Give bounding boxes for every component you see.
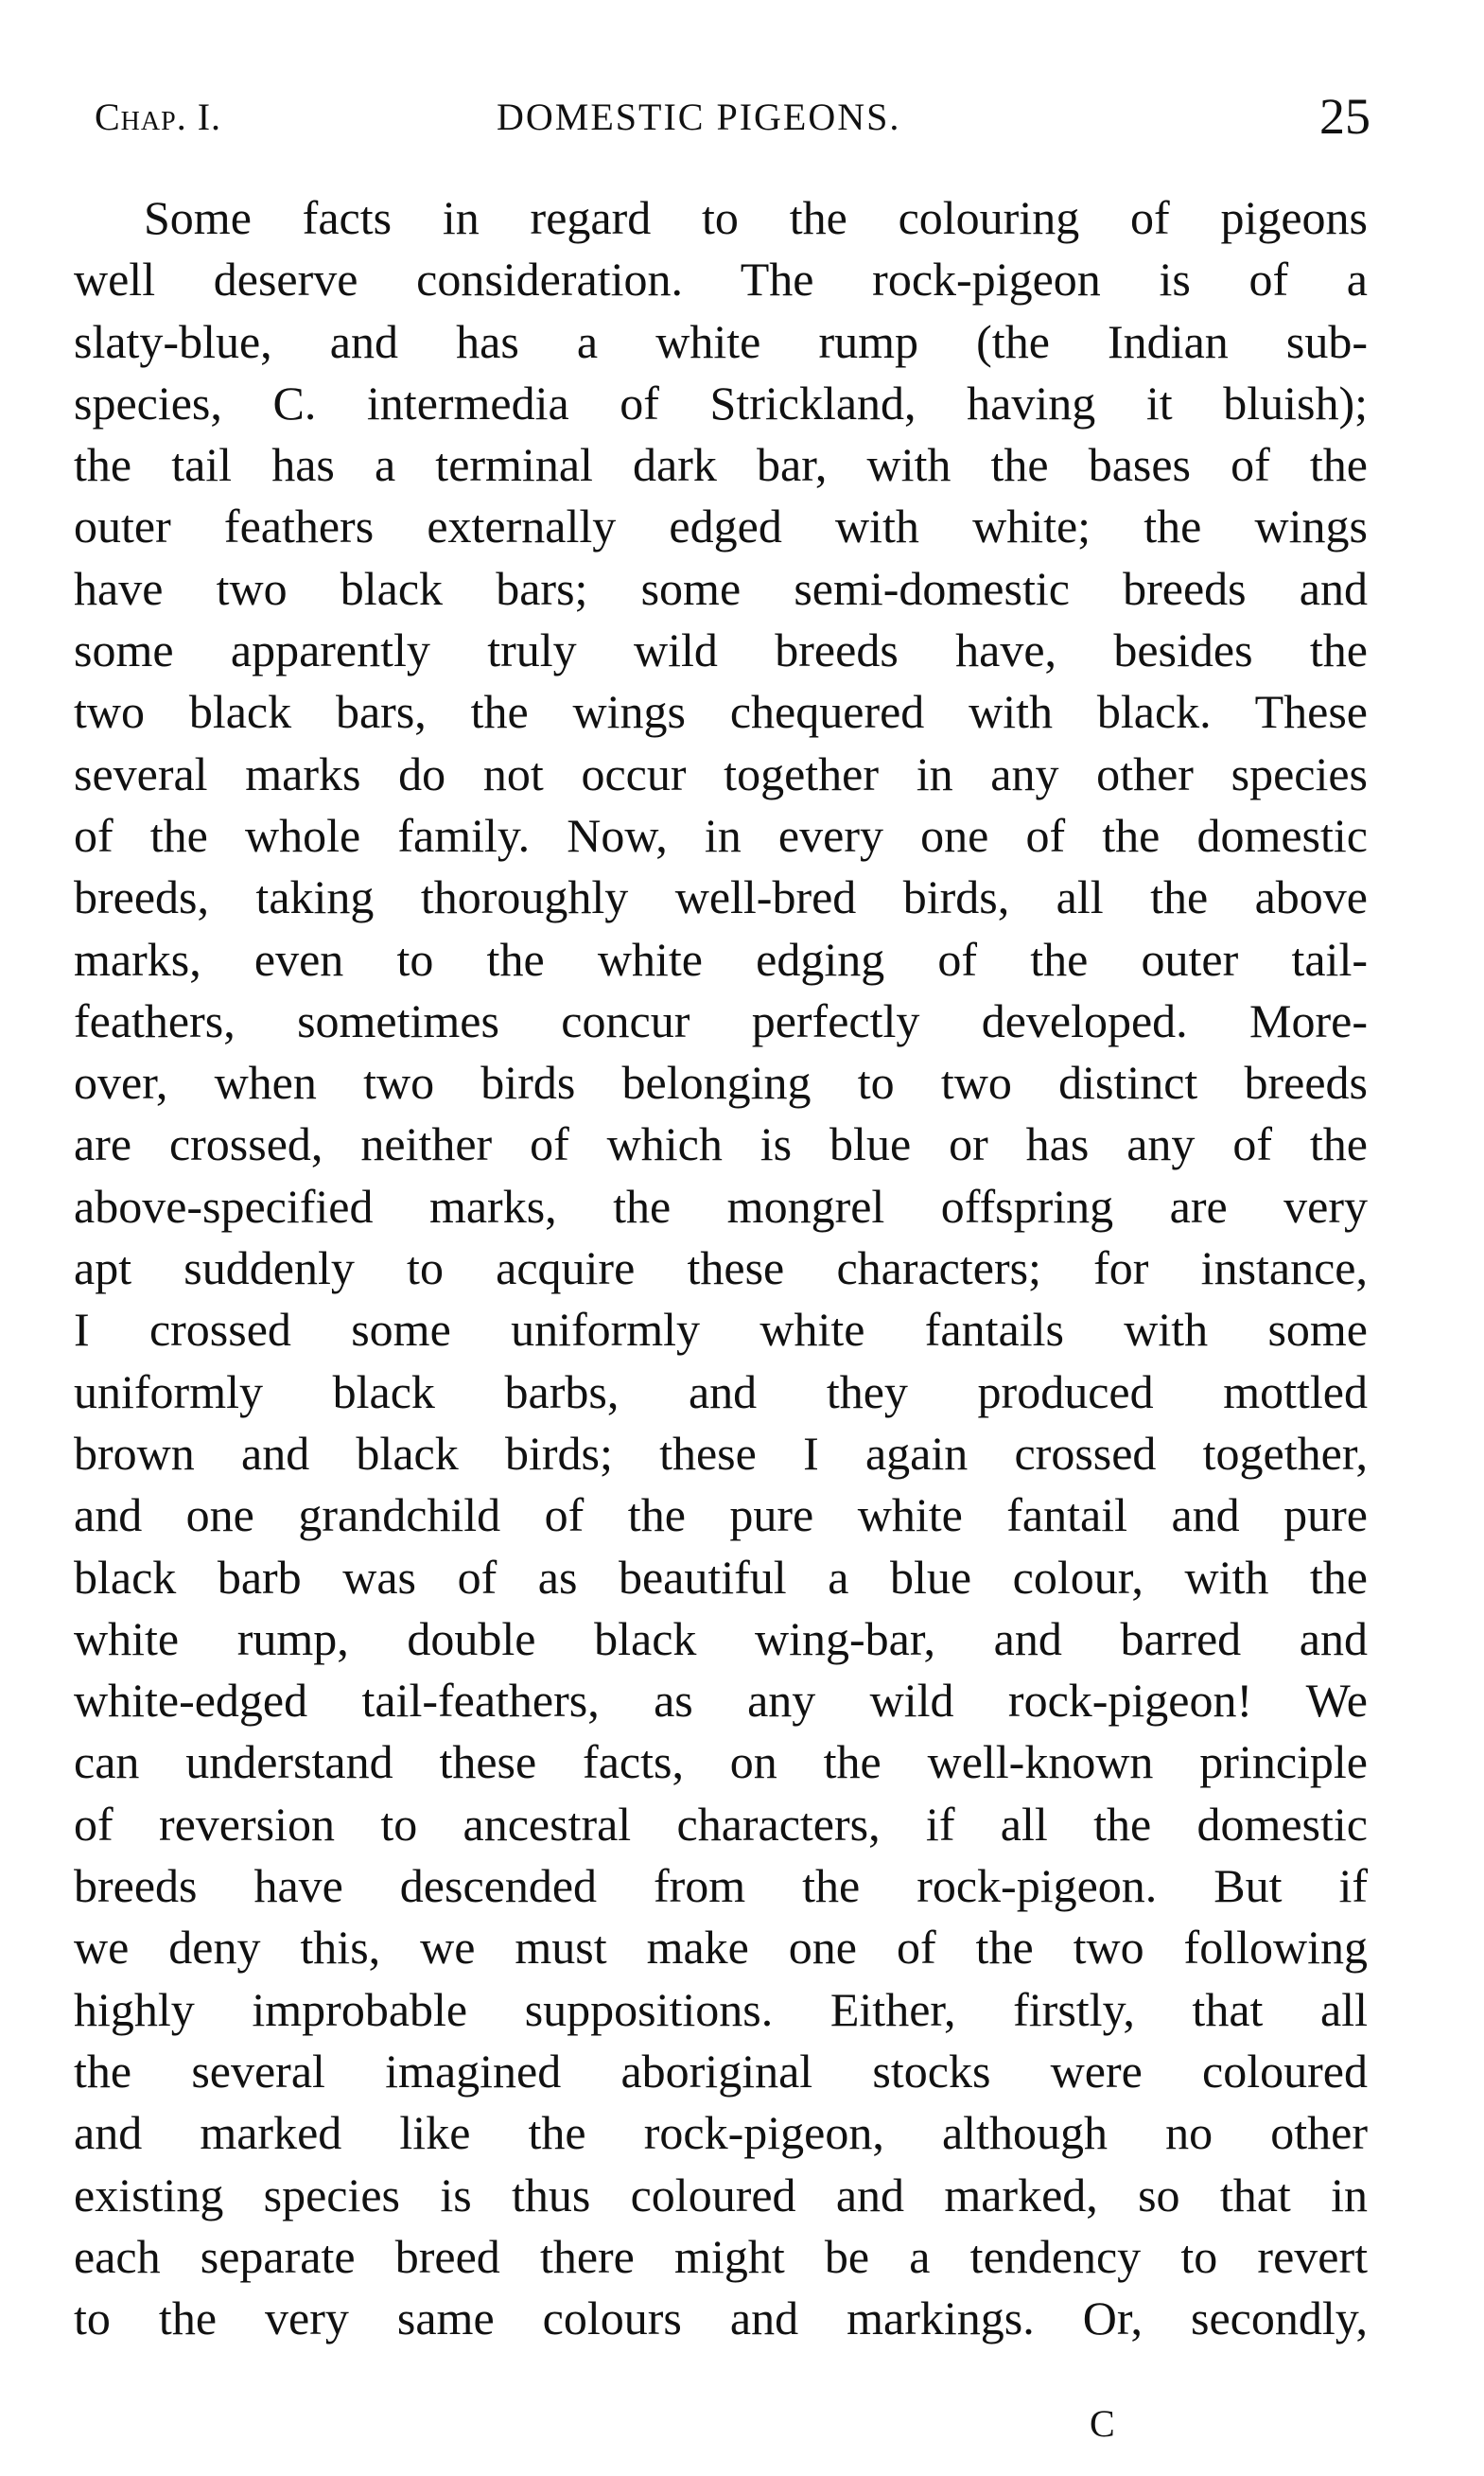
- page-number: 25: [1319, 88, 1371, 145]
- text-line: brown and black birds; these I again crossed together,: [74, 1426, 1368, 1480]
- text-line: have two black bars; some semi-domestic breeds and: [74, 561, 1368, 615]
- text-line: species, C. intermedia of Strickland, having it bluish);: [74, 376, 1368, 430]
- text-line: of reversion to ancestral characters, if all the domestic: [74, 1797, 1368, 1851]
- text-line: white rump, double black wing-bar, and barred and: [74, 1611, 1368, 1665]
- running-head: [95, 87, 1371, 163]
- text-line: black barb was of as beautiful a blue colour, with the: [74, 1550, 1368, 1604]
- text-line: breeds have descended from the rock-pigeon. But if: [74, 1859, 1368, 1913]
- text-line: are crossed, neither of which is blue or has any of the: [74, 1117, 1368, 1171]
- text-line: uniformly black barbs, and they produced mottled: [74, 1364, 1368, 1418]
- text-line: each separate breed there might be a tendency to revert: [74, 2229, 1368, 2283]
- text-line: and marked like the rock-pigeon, although no other: [74, 2106, 1368, 2160]
- text-line: existing species is thus coloured and marked, so that in: [74, 2168, 1368, 2221]
- text-line: I crossed some uniformly white fantails with some: [74, 1303, 1368, 1357]
- text-line: outer feathers externally edged with white; the wings: [74, 500, 1368, 553]
- body-paragraph: [74, 187, 1368, 2349]
- text-line: and one grandchild of the pure white fantail and pure: [74, 1488, 1368, 1542]
- text-line: well deserve consideration. The rock-pigeon is of a: [74, 253, 1368, 307]
- text-line: of the whole family. Now, in every one of the domestic: [74, 808, 1368, 862]
- text-line: apt suddenly to acquire these characters; for instance,: [74, 1241, 1368, 1295]
- text-line: to the very same colours and markings. Or, secondly,: [74, 2292, 1368, 2345]
- text-line: several marks do not occur together in any other species: [74, 746, 1368, 800]
- text-line: marks, even to the white edging of the outer tail-: [74, 932, 1368, 986]
- text-line: breeds, taking thoroughly well-bred birds, all the above: [74, 870, 1368, 924]
- text-line: over, when two birds belonging to two distinct breeds: [74, 1056, 1368, 1110]
- text-line: white-edged tail-feathers, as any wild rock-pigeon! We: [74, 1674, 1368, 1728]
- running-title: DOMESTIC PIGEONS.: [497, 96, 901, 138]
- signature-mark: C: [1090, 2402, 1115, 2445]
- text-line: feathers, sometimes concur perfectly developed. More-: [74, 993, 1368, 1047]
- text-line: the several imagined aboriginal stocks were coloured: [74, 2044, 1368, 2098]
- text-line: can understand these facts, on the well-known principle: [74, 1735, 1368, 1789]
- text-line: two black bars, the wings chequered with black. These: [74, 685, 1368, 739]
- text-line: slaty-blue, and has a white rump (the Indian sub-: [74, 314, 1368, 368]
- text-line: above-specified marks, the mongrel offspring are very: [74, 1179, 1368, 1233]
- text-line: the tail has a terminal dark bar, with the bases of the: [74, 438, 1368, 492]
- text-line: highly improbable suppositions. Either, firstly, that all: [74, 1982, 1368, 2036]
- text-line: we deny this, we must make one of the two following: [74, 1921, 1368, 1975]
- chapter-label: Chap. I.: [95, 96, 222, 138]
- text-line: some apparently truly wild breeds have, besides the: [74, 623, 1368, 677]
- text-line: Some facts in regard to the colouring of pigeons: [144, 191, 1368, 244]
